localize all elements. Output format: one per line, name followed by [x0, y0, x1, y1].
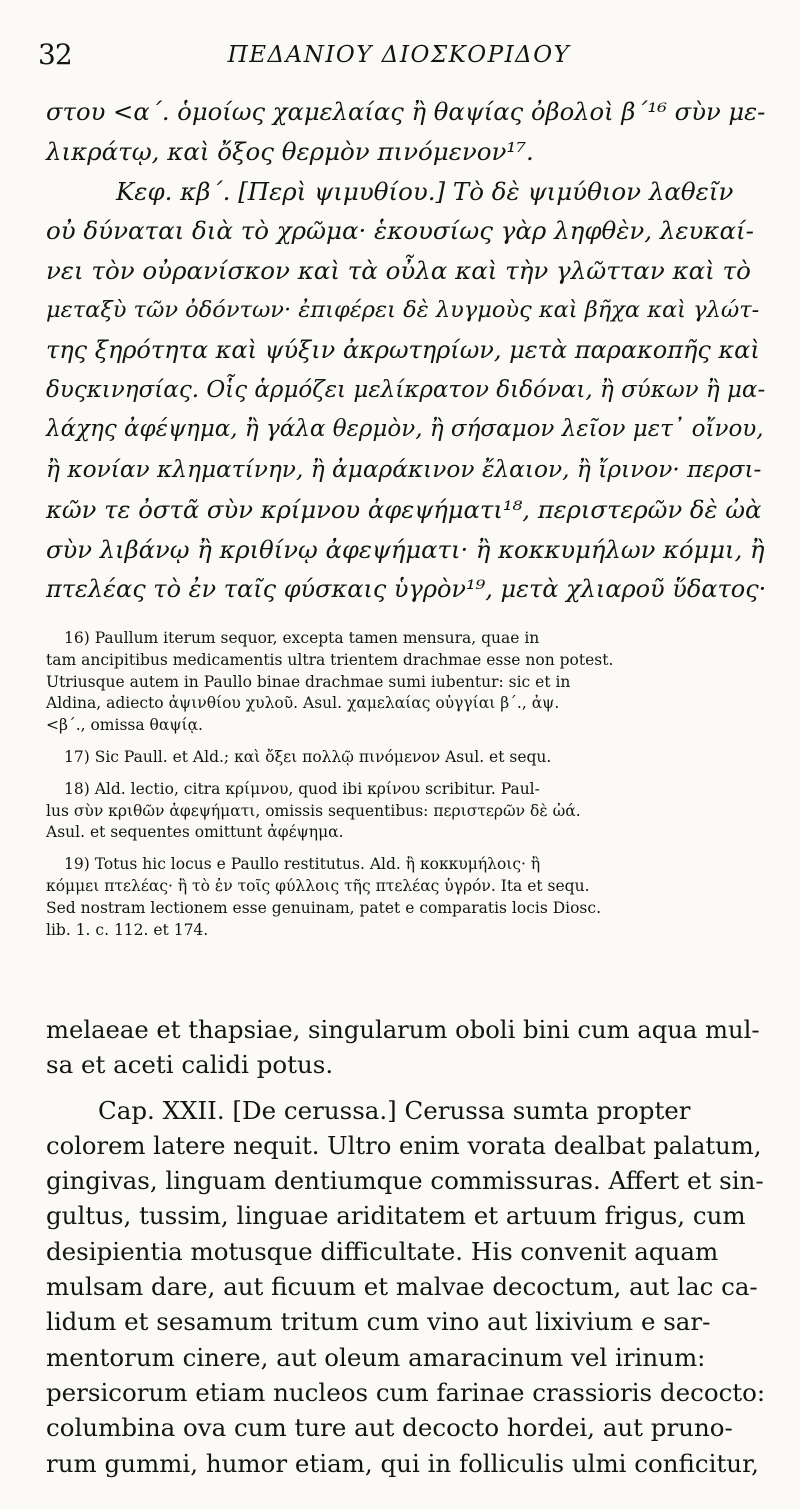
greek-line: κῶν τε ὀστᾶ σὺν κρίμνου ἀφεψήματι¹⁸, περιστερῶν δὲ ὠὰ [46, 494, 762, 524]
footnote-line: 19) Totus hic locus e Paullo restitutus. Ald. ἢ κοκκυμήλοις· ἢ [64, 855, 541, 874]
latin-translation [46, 1012, 766, 1481]
latin-line: mentorum cinere, aut oleum amaracinum vel irinum: [46, 1342, 706, 1372]
greek-text [46, 92, 766, 609]
footnote-line: <β΄., omissa θαψίᾳ. [46, 716, 203, 735]
greek-line: της ξηρότητα καὶ ψύξιν ἀκρωτηρίων, μετὰ παρακοπῆς καὶ [46, 335, 760, 364]
page-header [38, 36, 760, 86]
running-head: ΠΕΔΑΝΙΟΥ ΔΙΟΣΚΟΡΙΔΟΥ [227, 42, 571, 68]
footnote-line: Asul. et sequentes omittunt ἀφέψημα. [46, 823, 344, 842]
greek-chapter-heading-line: Κεφ. κβ΄. [Περὶ ψιμυθίου.] Τὸ δὲ ψιμύθιον λαθεῖν [116, 176, 734, 206]
latin-line: gingivas, linguam dentiumque commissuras. Affert et sin- [46, 1166, 764, 1196]
latin-line: colorem latere nequit. Ultro enim vorata dealbat palatum, [46, 1130, 762, 1160]
greek-line: λικράτῳ, καὶ ὄξος θερμὸν πινόμενον¹⁷. [46, 136, 534, 166]
latin-line: mulsam dare, aut ficuum et malvae decoctum, aut lac ca- [46, 1272, 758, 1302]
greek-line: νει τὸν οὐρανίσκον καὶ τὰ οὖλα καὶ τὴν γλῶτταν καὶ τὸ [46, 256, 751, 286]
footnote-18 [46, 779, 766, 844]
footnote-line: 17) Sic Paull. et Ald.; καὶ ὄξει πολλῷ πινόμενον Asul. et sequ. [64, 747, 552, 766]
footnote-19 [46, 854, 766, 941]
latin-line: gultus, tussim, linguae ariditatem et artuum frigus, cum [46, 1201, 746, 1231]
greek-line: μεταξὺ τῶν ὀδόντων· ἐπιφέρει δὲ λυγμοὺς καὶ βῆχα καὶ γλώτ- [46, 296, 760, 323]
greek-line: ἢ κονίαν κληματίνην, ἢ ἀμαράκινον ἔλαιον, ἢ ἴρινον· περσι- [46, 456, 762, 484]
footnote-line: tam ancipitibus medicamentis ultra trientem drachmae esse non potest. [46, 650, 614, 669]
latin-line: columbina ova cum ture aut decocto hordei, aut pruno- [46, 1413, 733, 1443]
footnote-line: κόμμει πτελέας· ἢ τὸ ἐν τοῖς φύλλοις τῆς πτελέας ὑγρόν. Ita et sequ. [46, 876, 590, 895]
footnote-line: Sed nostram lectionem esse genuinam, patet e comparatis locis Diosc. [46, 898, 601, 917]
latin-line: melaeae et thapsiae, singularum oboli bini cum aqua mul- [46, 1015, 760, 1044]
footnote-line: lib. 1. c. 112. et 174. [46, 920, 209, 939]
footnote-line: Aldina, adiecto ἀψινθίου χυλοῦ. Asul. χαμελαίας οὐγγίαι β΄., ἀψ. [46, 694, 560, 713]
latin-chapter-heading-line: Cap. XXII. [De cerussa.] Cerussa sumta propter [98, 1095, 691, 1125]
latin-line: desipientia motusque difficultate. His convenit aquam [46, 1236, 719, 1266]
greek-line: στου <α΄. ὁμοίως χαμελαίας ἢ θαψίας ὀβολοὶ β΄¹⁶ σὺν με- [46, 97, 766, 126]
greek-line: λάχης ἀφέψημα, ἢ γάλα θερμὸν, ἢ σήσαμον λεῖον μετ᾽ οἴνου, [46, 416, 764, 443]
footnote-line: 16) Paullum iterum sequor, excepta tamen mensura, quae in [64, 629, 540, 647]
footnotes [46, 628, 766, 941]
latin-line: sa et aceti calidi potus. [46, 1050, 334, 1080]
greek-line: σὺν λιβάνῳ ἢ κριθίνῳ ἀφεψήματι· ἢ κοκκυμήλων κόμμι, ἢ [46, 534, 765, 564]
latin-line: lidum et sesamum tritum cum vino aut lixivium e sar- [46, 1307, 711, 1337]
greek-line: οὐ δύναται διὰ τὸ χρῶμα· ἑκουσίως γὰρ ληφθὲν, λευκαί- [46, 216, 754, 246]
footnote-line: 18) Ald. lectio, citra κρίμνου, quod ibi κρίνου scribitur. Paul- [64, 779, 540, 798]
footnote-line: lus σὺν κριθῶν ἀφεψήματι, omissis sequentibus: περιστερῶν δὲ ὠά. [46, 801, 581, 820]
greek-line: πτελέας τὸ ἐν ταῖς φύσκαις ὑγρὸν¹⁹, μετὰ χλιαροῦ ὕδατος· [46, 574, 767, 603]
page-number: 32 [38, 38, 72, 71]
footnote-16 [46, 628, 766, 737]
greek-line: δυςκινησίας. Οἷς ἁρμόζει μελίκρατον διδόναι, ἢ σύκων ἢ μα- [46, 376, 766, 403]
footnote-17 [46, 747, 766, 769]
latin-line: persicorum etiam nucleos cum farinae crassioris decocto: [46, 1377, 766, 1407]
footnote-line: Utriusque autem in Paullo binae drachmae sumi iubentur: sic et in [46, 672, 571, 691]
latin-line: rum gummi, humor etiam, qui in folliculis ulmi conficitur, [46, 1448, 759, 1478]
